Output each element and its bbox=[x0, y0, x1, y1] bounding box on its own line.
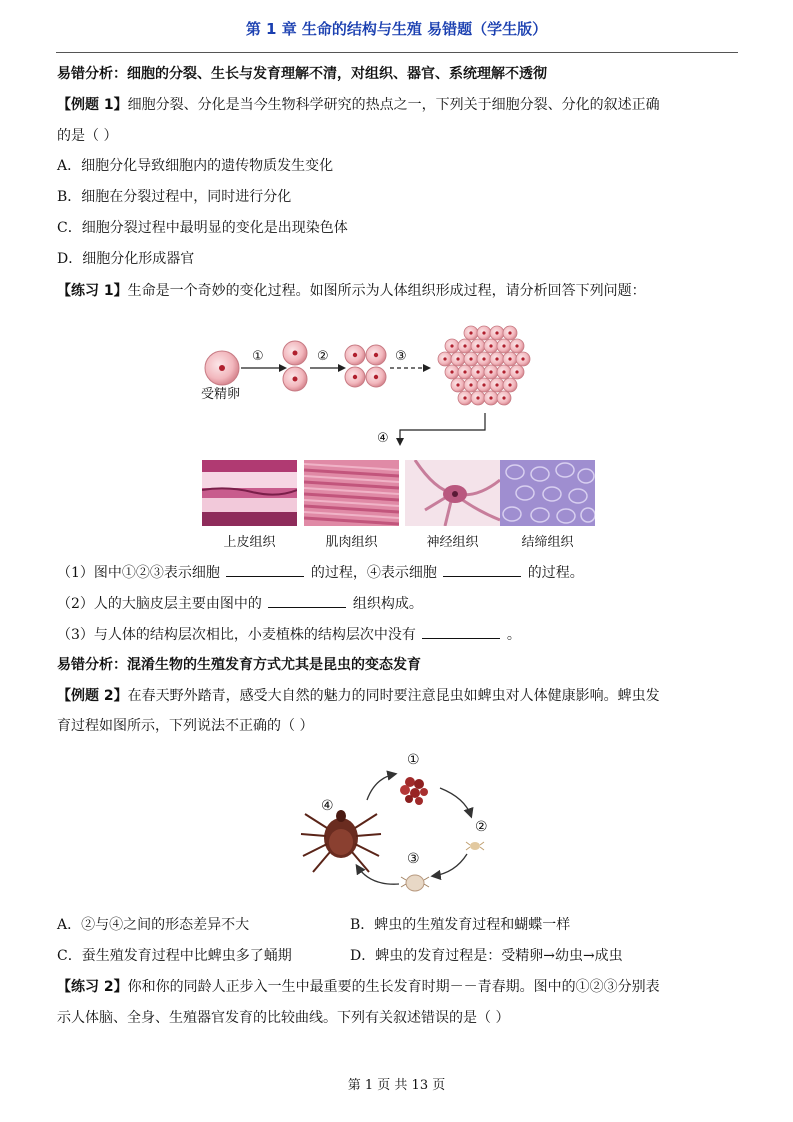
cluster-cell-nucleus bbox=[469, 357, 472, 360]
tissue-formation-diagram bbox=[195, 318, 555, 443]
fertilized-egg-label: 受精卵 bbox=[201, 387, 241, 402]
stage-label-1: ① bbox=[407, 752, 420, 768]
practice2-stem-line2: 示人体脑、全身、生殖器官发育的比较曲线。下列有关叙述错误的是（ ） bbox=[57, 1010, 510, 1026]
q3-text-b: 。 bbox=[506, 627, 521, 643]
cluster-cell-nucleus bbox=[482, 383, 485, 386]
q1-text-b: 的过程，④表示细胞 bbox=[310, 565, 437, 581]
tick-nymph bbox=[401, 875, 429, 891]
cluster-cell-nucleus bbox=[495, 357, 498, 360]
practice1-question-1 bbox=[57, 562, 584, 583]
connective-tissue-image bbox=[500, 460, 595, 526]
example2-option-b: B．蜱虫的生殖发育过程和蝴蝶一样 bbox=[350, 917, 571, 933]
section1-heading: 易错分析：细胞的分裂、生长与发育理解不清，对组织、器官、系统理解不透彻 bbox=[57, 66, 547, 82]
practice2-tag: 【练习 2】 bbox=[57, 979, 128, 995]
stage-label-2: ② bbox=[475, 819, 488, 835]
tick-adult bbox=[301, 810, 381, 872]
cluster-cell-nucleus bbox=[476, 396, 479, 399]
cluster-cell-nucleus bbox=[463, 396, 466, 399]
cluster-cell-nucleus bbox=[482, 331, 485, 334]
page-header-title: 第 1 章 生命的结构与生殖 易错题（学生版） bbox=[245, 20, 548, 38]
four-cell-stage bbox=[345, 345, 386, 387]
practice1-question-3 bbox=[57, 624, 521, 645]
stage-label-4: ④ bbox=[321, 798, 334, 814]
cluster-cell-nucleus bbox=[495, 331, 498, 334]
example1-stem-line1 bbox=[57, 95, 660, 115]
cluster-cell-nucleus bbox=[450, 370, 453, 373]
cluster-cell-nucleus bbox=[469, 331, 472, 334]
epithelial-tissue-image bbox=[202, 460, 297, 526]
cluster-cell-nucleus bbox=[450, 344, 453, 347]
practice2-stem-line1 bbox=[57, 977, 660, 997]
cluster-cell-nucleus bbox=[476, 344, 479, 347]
example2-stem-text: 在春天野外踏青，感受大自然的魅力的同时要注意昆虫如蜱虫对人体健康影响。蜱虫发 bbox=[127, 688, 660, 704]
example2-tag: 【例题 2】 bbox=[57, 688, 128, 704]
cluster-cell-nucleus bbox=[502, 370, 505, 373]
tissue-label-nerve: 神经组织 bbox=[426, 535, 479, 550]
tissue-label-connective: 结缔组织 bbox=[521, 535, 574, 550]
cluster-cell-nucleus bbox=[502, 344, 505, 347]
cluster-cell-nucleus bbox=[495, 383, 498, 386]
example1-option-a: A．细胞分化导致细胞内的遗传物质发生变化 bbox=[57, 158, 334, 174]
cluster-cell-nucleus bbox=[482, 357, 485, 360]
tissue-label-muscle: 肌肉组织 bbox=[325, 535, 378, 550]
cluster-cell-nucleus bbox=[521, 357, 524, 360]
stage-label-3: ③ bbox=[407, 851, 420, 867]
cluster-cell-nucleus bbox=[463, 370, 466, 373]
step-label-3: ③ bbox=[395, 349, 407, 364]
example1-stem-line2: 的是（ ） bbox=[57, 128, 118, 144]
practice2-stem-text: 你和你的同龄人正步入一生中最重要的生长发育时期－－青春期。图中的①②③分别表 bbox=[127, 979, 660, 995]
cluster-cell-nucleus bbox=[476, 370, 479, 373]
cluster-cell-nucleus bbox=[456, 357, 459, 360]
cluster-cell-nucleus bbox=[489, 370, 492, 373]
example1-option-b: B．细胞在分裂过程中，同时进行分化 bbox=[57, 189, 292, 205]
cluster-cell-nucleus bbox=[489, 344, 492, 347]
cluster-cell-nucleus bbox=[469, 383, 472, 386]
tick-life-cycle-diagram bbox=[295, 748, 505, 898]
two-cell-stage bbox=[283, 341, 307, 391]
tick-eggs bbox=[400, 777, 428, 805]
cluster-cell-nucleus bbox=[456, 383, 459, 386]
muscle-tissue-image bbox=[304, 460, 399, 526]
example2-option-c: C．蚕生殖发育过程中比蜱虫多了蛹期 bbox=[57, 948, 292, 964]
q1-blank-2[interactable] bbox=[443, 562, 521, 577]
practice1-question-2 bbox=[57, 593, 423, 614]
cluster-cell-nucleus bbox=[463, 344, 466, 347]
practice1-stem bbox=[57, 281, 646, 301]
tissue-label-epithelial: 上皮组织 bbox=[223, 535, 276, 550]
example1-option-c: C．细胞分裂过程中最明显的变化是出现染色体 bbox=[57, 220, 348, 236]
step-label-4: ④ bbox=[377, 431, 389, 443]
example1-stem-text: 细胞分裂、分化是当今生物科学研究的热点之一，下列关于细胞分裂、分化的叙述正确 bbox=[127, 97, 660, 113]
example1-tag: 【例题 1】 bbox=[57, 97, 128, 113]
example1-option-d: D．细胞分化形成器官 bbox=[57, 251, 195, 267]
nerve-tissue-image bbox=[405, 460, 500, 526]
practice1-tag: 【练习 1】 bbox=[57, 283, 128, 299]
q2-text-a: （2）人的大脑皮层主要由图中的 bbox=[57, 596, 262, 612]
page-footer: 第 1 页 共 13 页 bbox=[347, 1078, 446, 1093]
q2-text-b: 组织构成。 bbox=[352, 596, 423, 612]
cluster-cell-nucleus bbox=[508, 357, 511, 360]
cluster-cell-nucleus bbox=[515, 344, 518, 347]
q1-text-a: （1）图中①②③表示细胞 bbox=[57, 565, 220, 581]
q2-blank[interactable] bbox=[268, 593, 346, 608]
cluster-cell-nucleus bbox=[489, 396, 492, 399]
cluster-cell-nucleus bbox=[515, 370, 518, 373]
example2-stem-line1 bbox=[57, 686, 660, 706]
q3-text-a: （3）与人体的结构层次相比，小麦植株的结构层次中没有 bbox=[57, 627, 416, 643]
section2-heading: 易错分析：混淆生物的生殖发育方式尤其是昆虫的变态发育 bbox=[57, 657, 421, 673]
q1-blank-1[interactable] bbox=[226, 562, 304, 577]
step-label-1: ① bbox=[252, 349, 264, 364]
example2-stem-line2: 育过程如图所示，下列说法不正确的（ ） bbox=[57, 718, 314, 734]
cluster-cell-nucleus bbox=[502, 396, 505, 399]
cluster-cell-nucleus bbox=[443, 357, 446, 360]
q3-blank[interactable] bbox=[422, 624, 500, 639]
step-label-2: ② bbox=[317, 349, 329, 364]
header-divider bbox=[56, 52, 738, 53]
arrow-head-4 bbox=[396, 436, 408, 448]
example2-option-a: A．②与④之间的形态差异不大 bbox=[57, 917, 250, 933]
example2-option-d: D．蜱虫的发育过程是：受精卵→幼虫→成虫 bbox=[350, 948, 623, 964]
cell-cluster bbox=[438, 326, 530, 405]
cluster-cell-nucleus bbox=[508, 383, 511, 386]
q1-text-c: 的过程。 bbox=[527, 565, 584, 581]
tick-larva bbox=[466, 842, 484, 850]
cluster-cell-nucleus bbox=[508, 331, 511, 334]
practice1-stem-text: 生命是一个奇妙的变化过程。如图所示为人体组织形成过程，请分析回答下列问题： bbox=[127, 283, 646, 299]
